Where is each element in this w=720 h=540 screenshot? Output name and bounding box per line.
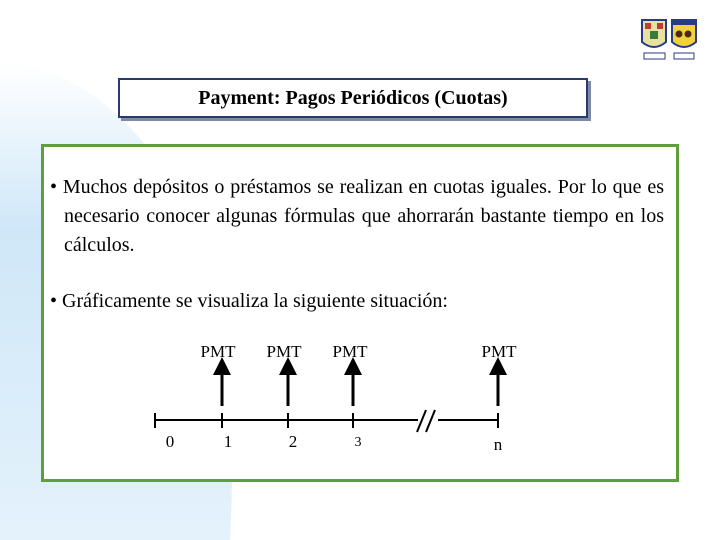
slide-title: Payment: Pagos Periódicos (Cuotas) — [198, 86, 508, 109]
bullet-text: Muchos depósitos o préstamos se realizan en cuotas iguales. Por lo que es necesario conocer algunas fórmulas que ahorrarán bastante tiempo en los cálculos. — [62, 176, 664, 256]
payment-label: PMT — [481, 342, 517, 361]
period-label: 0 — [165, 432, 175, 451]
period-label: n — [493, 435, 503, 454]
bullet-text: Gráficamente se visualiza la siguiente situación: — [62, 290, 448, 312]
payment-label: PMT — [200, 342, 236, 361]
payment-label: PMT — [332, 342, 368, 361]
period-label: 1 — [223, 432, 233, 451]
payment-label: PMT — [266, 342, 302, 361]
bullet-mark: • — [50, 176, 58, 198]
break-mark — [417, 410, 438, 432]
bullet-mark: • — [50, 290, 58, 312]
period-label: 3 — [354, 435, 362, 450]
period-label: 2 — [288, 432, 298, 451]
